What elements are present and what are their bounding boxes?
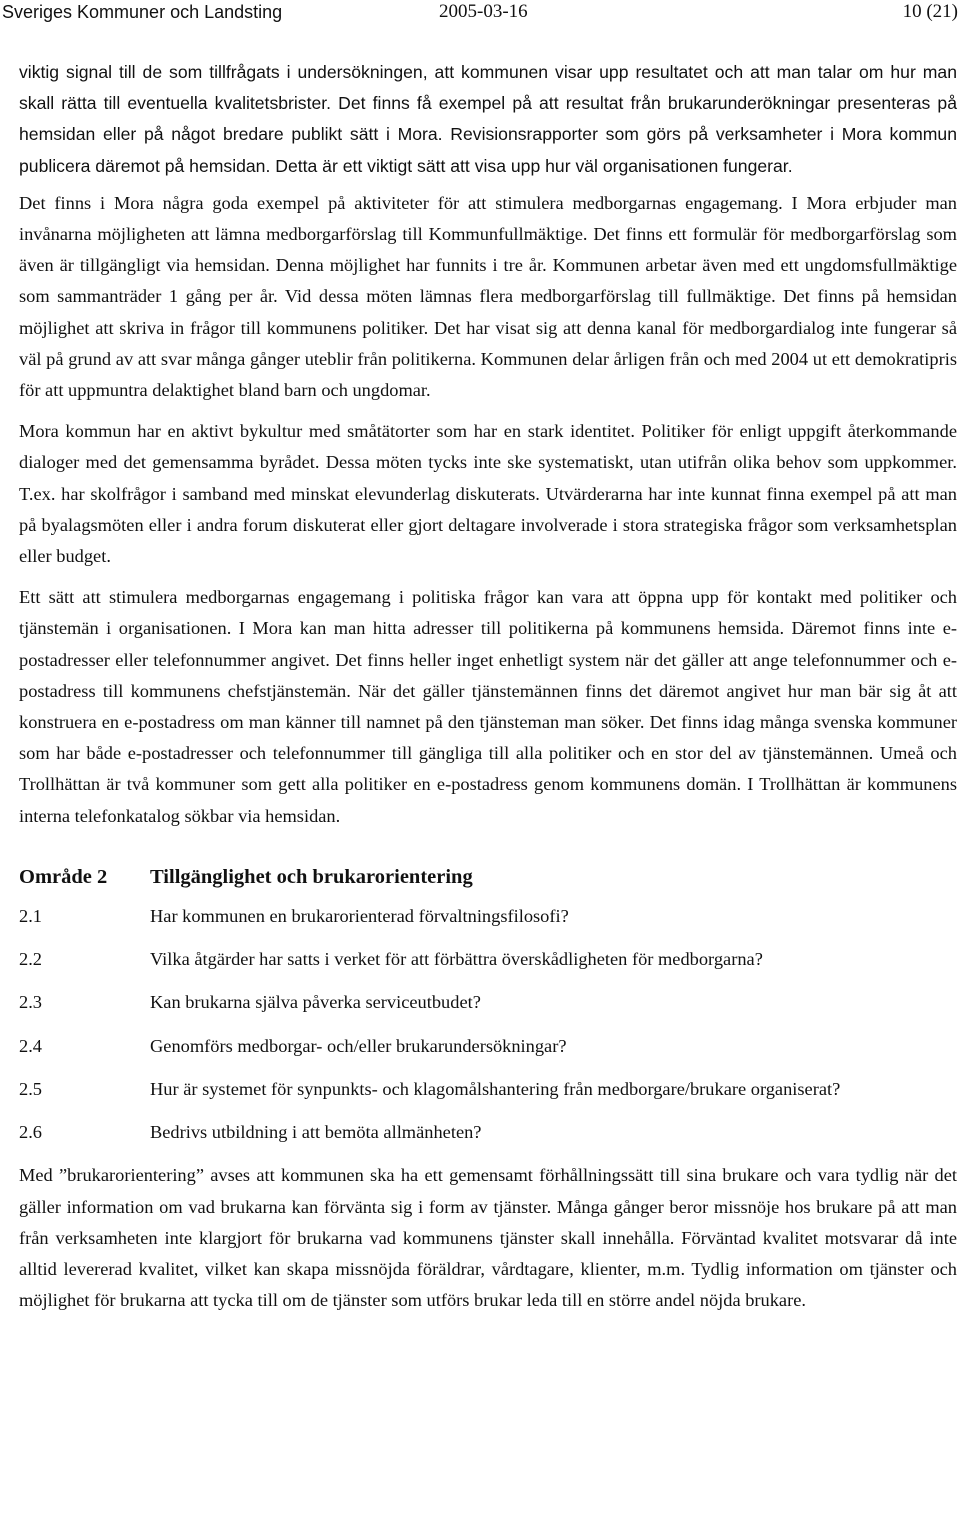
paragraph-user-orientation: Med ”brukarorientering” avses att kommunen ska ha ett gemensamt förhållningssätt till sina brukare och vara tydlig när det gäller information om vad brukarna kan förvänta sig i form av tjänster. Många gånger beror missnöje hos brukare på att man från verksamheten inte klargjort för brukarna vad kommunens tjänster skall innehålla. Förväntad kvalitet motsvarar då inte alltid levererad kvalitet, vilket kan skapa missnöjda föräldrar, vårdtagare, klienter, m.m. Tydlig information om tjänster och möjlighet för brukarna att tycka till om de tjänster som utförs brukar leda till en större andel nöjda brukare.: [19, 1165, 957, 1311]
paragraph-village-culture: Mora kommun har en aktivt bykultur med småtätorter som har en stark identitet. Politiker för enligt uppgift återkommande dialoger med det gemensamma byrådet. Dessa möten tycks inte ske systematiskt, utan utifrån olika behov som uppkommer. T.ex. har skolfrågor i samband med minskat elevunderlag diskuterats. Utvärderarna har inte kunnat finna exempel på att man på byalagsmöten eller i andra forum diskuterat eller gjort deltagare involverade i stora strategiska frågor som verksamhetsplan eller budget.: [19, 421, 957, 567]
question-text: Hur är systemet för synpunkts- och klagomålshantering från medborgare/brukare organiserat?: [150, 1078, 841, 1099]
question-number: 2.3: [19, 992, 42, 1013]
section-title: Tillgänglighet och brukarorientering: [150, 865, 473, 888]
question-number: 2.1: [19, 906, 42, 927]
question-text: Bedrivs utbildning i att bemöta allmänheten?: [150, 1122, 482, 1143]
question-item: [19, 987, 957, 1018]
question-item: [19, 901, 957, 932]
paragraph-citizen-proposals: Det finns i Mora några goda exempel på aktiviteter för att stimulera medborgarnas engagemang. I Mora erbjuder man invånarna möjligheten att lämna medborgarförslag till Kommunfullmäktige. Det finns ett formulär för medborgarförslag som även är tillgängligt via hemsidan. Denna möjlighet har funnits i tre år. Kommunen arbetar även med ett ungdomsfullmäktige som sammanträder 1 gång per år. Vid dessa möten lämnas flera medborgarförslag till fullmäktige. Det finns på hemsidan möjlighet att skriva in frågor till kommunens politiker. Det har visat sig att denna kanal för medborgardialog inte fungerar så väl på grund av att svar många gånger uteblir från politikerna. Kommunen delar årligen från och med 2004 ut ett demokratipris för att uppmuntra delaktighet bland barn och ungdomar.: [19, 192, 957, 401]
page-header: [0, 0, 960, 28]
question-text: Kan brukarna själva påverka serviceutbudet?: [150, 992, 481, 1013]
question-list: [19, 901, 957, 1148]
question-item: [19, 1031, 957, 1062]
document-body: [19, 57, 957, 1326]
paragraph-quality-results: viktig signal till de som tillfrågats i undersökningen, att kommunen visar upp resultatet och att man talar om hur man skall rätta till eventuella kvalitetsbrister. Det finns få exempel på att resultat från brukarunderökningar presenteras på hemsidan eller på något bredare publikt sätt i Mora. Revisionsrapporter som görs på verksamheter i Mora kommun publicera däremot på hemsidan. Detta är ett viktigt sätt att visa upp hur väl organisationen fungerar.: [19, 62, 957, 176]
section-heading: [19, 862, 957, 893]
question-item: [19, 944, 957, 975]
question-text: Har kommunen en brukarorienterad förvaltningsfilosofi?: [150, 906, 569, 927]
page-number: 10 (21): [902, 1, 958, 22]
paragraph-contact-politicians: Ett sätt att stimulera medborgarnas engagemang i politiska frågor kan vara att öppna upp för kontakt med politiker och tjänstemän i organisationen. I Mora kan man hitta adresser till politikerna på kommunens hemsida. Däremot finns inte e-postadresser eller telefonnummer angivet. Det finns heller inget enhetligt system när det gäller att ange telefonnummer och e-postadress till kommunens chefstjänstemän. När det gäller tjänstemännen finns det däremot angivet hur man bär sig åt att konstruera en e-postadress om man känner till namnet på den tjänsteman man söker. Det finns idag många svenska kommuner som har både e-postadresser och telefonnummer till gängliga till alla politiker och en stor del av tjänstemännen. Umeå och Trollhättan är två kommuner som gett alla politiker en e-postadress genom kommunens domän. I Trollhättan är kommunens interna telefonkatalog sökbar via hemsidan.: [19, 587, 957, 826]
question-item: [19, 1117, 957, 1148]
question-number: 2.2: [19, 949, 42, 970]
question-text: Genomförs medborgar- och/eller brukarundersökningar?: [150, 1035, 567, 1056]
question-number: 2.4: [19, 1035, 42, 1056]
question-number: 2.5: [19, 1078, 42, 1099]
organization-name: Sveriges Kommuner och Landsting: [2, 2, 283, 22]
question-number: 2.6: [19, 1122, 42, 1143]
document-date: 2005-03-16: [439, 1, 528, 22]
question-item: [19, 1074, 957, 1105]
question-text: Vilka åtgärder har satts i verket för att förbättra överskådligheten för medborgarna?: [150, 949, 763, 970]
section-label: Område 2: [19, 865, 108, 888]
